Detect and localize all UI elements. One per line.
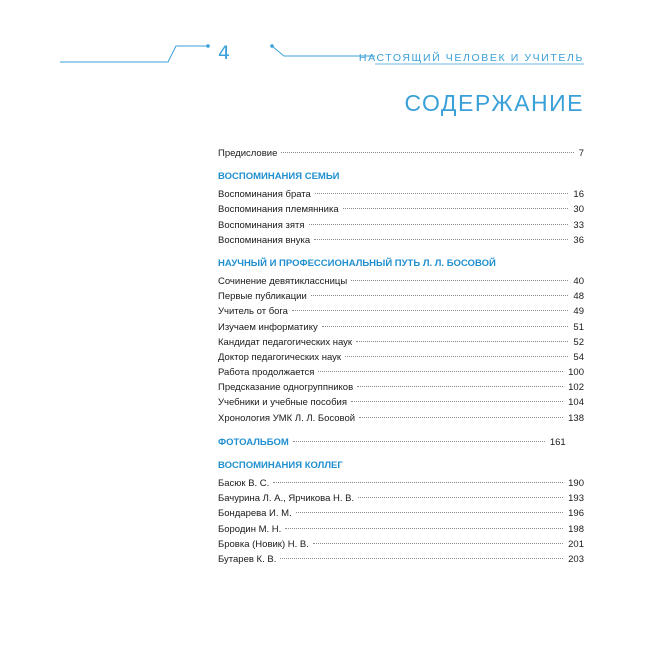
toc-entry[interactable] — [218, 233, 584, 248]
toc-entry-label: Бондарева И. М. — [218, 508, 292, 520]
section-title: НАУЧНЫЙ И ПРОФЕССИОНАЛЬНЫЙ ПУТЬ Л. Л. БОСОВОЙ — [218, 257, 496, 269]
toc-entry[interactable] — [218, 522, 584, 537]
dot-leader — [358, 497, 563, 498]
dot-leader — [345, 356, 568, 357]
dot-leader — [309, 224, 569, 225]
toc-entry-page: 198 — [568, 523, 584, 535]
toc-entry-label: Хронология УМК Л. Л. Босовой — [218, 412, 356, 424]
toc-entry-label: Бородин М. Н. — [218, 523, 282, 535]
toc-entry-label: Сочинение девятиклассницы — [218, 275, 348, 287]
toc-entry[interactable] — [218, 537, 584, 552]
toc-entry[interactable] — [218, 335, 584, 350]
toc-entry-label: Предсказание одногруппников — [218, 382, 354, 394]
toc-entry-page: 104 — [568, 397, 584, 409]
toc-entry[interactable] — [218, 202, 584, 217]
toc-entry-page: 7 — [578, 148, 584, 159]
dot-leader — [285, 528, 563, 529]
toc-entry-label: Доктор педагогических наук — [218, 351, 342, 363]
dot-leader — [351, 280, 568, 281]
section-title: ВОСПОМИНАНИЯ КОЛЛЕГ — [218, 460, 343, 471]
dot-leader — [343, 208, 569, 209]
toc-entry[interactable] — [218, 491, 584, 506]
toc-entry-label: ФОТОАЛЬБОМ — [218, 436, 289, 448]
page-number: 4 — [218, 42, 231, 64]
toc-entry[interactable] — [218, 218, 584, 233]
toc-entry-page: 51 — [573, 321, 584, 333]
toc-entry[interactable] — [218, 380, 584, 395]
toc-entry-label: Учебники и учебные пособия — [218, 397, 347, 409]
toc-entry-page: 138 — [568, 412, 584, 424]
section-title: ВОСПОМИНАНИЯ СЕМЬИ — [218, 171, 340, 183]
toc-entry[interactable] — [218, 476, 584, 491]
toc-section-colleagues — [218, 459, 584, 567]
dot-leader — [281, 152, 573, 153]
toc-entry-label: Басюк В. С. — [218, 478, 270, 489]
page-title: СОДЕРЖАНИЕ — [404, 90, 584, 116]
toc-entry-label: Изучаем информатику — [218, 321, 318, 333]
dot-leader — [318, 371, 563, 372]
toc-entry-page: 102 — [568, 382, 584, 394]
toc-entry[interactable] — [218, 274, 584, 289]
table-of-contents — [218, 146, 584, 567]
toc-entry[interactable] — [218, 552, 584, 567]
dot-leader — [311, 295, 569, 296]
dot-leader — [315, 193, 569, 194]
dot-leader — [292, 310, 568, 311]
toc-entry-preface[interactable] — [218, 146, 584, 161]
dot-leader — [293, 441, 545, 442]
toc-entry-page: 49 — [573, 306, 584, 318]
toc-entry-label: Бровка (Новик) Н. В. — [218, 538, 309, 550]
toc-entry-label: Воспоминания внука — [218, 234, 311, 246]
toc-entry[interactable] — [218, 187, 584, 202]
page-header — [0, 0, 650, 80]
toc-entry-label: Первые публикации — [218, 291, 307, 303]
toc-entry-page: 100 — [568, 367, 584, 379]
toc-entry[interactable] — [218, 395, 584, 410]
toc-entry[interactable] — [218, 411, 584, 426]
toc-entry-page: 196 — [568, 508, 584, 520]
dot-leader — [314, 239, 568, 240]
toc-entry-page: 30 — [573, 204, 584, 216]
toc-entry-label: Учитель от бога — [218, 306, 288, 318]
toc-entry-label: Кандидат педагогических наук — [218, 336, 353, 348]
dot-leader — [313, 543, 563, 544]
toc-entry-label: Бачурина Л. А., Ярчикова Н. В. — [218, 493, 355, 505]
dot-leader — [357, 386, 563, 387]
toc-entry-page: 203 — [568, 553, 584, 565]
toc-entry[interactable] — [218, 506, 584, 521]
dot-leader — [296, 512, 563, 513]
toc-entry-photo-album[interactable] — [218, 435, 584, 450]
toc-entry[interactable] — [218, 320, 584, 335]
toc-entry-page: 190 — [568, 478, 584, 489]
dot-leader — [280, 558, 563, 559]
toc-entry-label: Воспоминания зятя — [218, 219, 305, 231]
running-head: НАСТОЯЩИЙ ЧЕЛОВЕК И УЧИТЕЛЬ — [358, 52, 584, 64]
toc-entry-label: Предисловие — [218, 148, 278, 159]
toc-entry-label: Работа продолжается — [218, 367, 315, 379]
toc-entry-page: 193 — [568, 493, 584, 505]
toc-entry[interactable] — [218, 289, 584, 304]
toc-entry-label: Воспоминания племянника — [218, 204, 339, 216]
dot-leader — [359, 417, 563, 418]
toc-entry-page: 52 — [573, 336, 584, 348]
toc-entry[interactable] — [218, 350, 584, 365]
toc-section-family — [218, 170, 584, 248]
header-decoration — [0, 0, 650, 80]
dot-leader — [322, 326, 569, 327]
toc-entry-page: 201 — [568, 538, 584, 550]
dot-leader — [273, 482, 563, 483]
toc-entry-label: Воспоминания брата — [218, 189, 311, 201]
toc-entry-page: 33 — [573, 219, 584, 231]
toc-entry-page: 48 — [573, 291, 584, 303]
toc-entry[interactable] — [218, 304, 584, 319]
dot-leader — [356, 341, 568, 342]
toc-entry[interactable] — [218, 365, 584, 380]
toc-entry-page: 40 — [573, 275, 584, 287]
toc-section-career — [218, 257, 584, 426]
toc-entry-page: 36 — [573, 234, 584, 246]
toc-entry-page: 16 — [573, 189, 584, 201]
toc-entry-page: 161 — [549, 436, 566, 448]
toc-entry-page: 54 — [573, 351, 584, 363]
toc-entry-label: Бутарев К. В. — [218, 553, 277, 565]
dot-leader — [351, 401, 563, 402]
